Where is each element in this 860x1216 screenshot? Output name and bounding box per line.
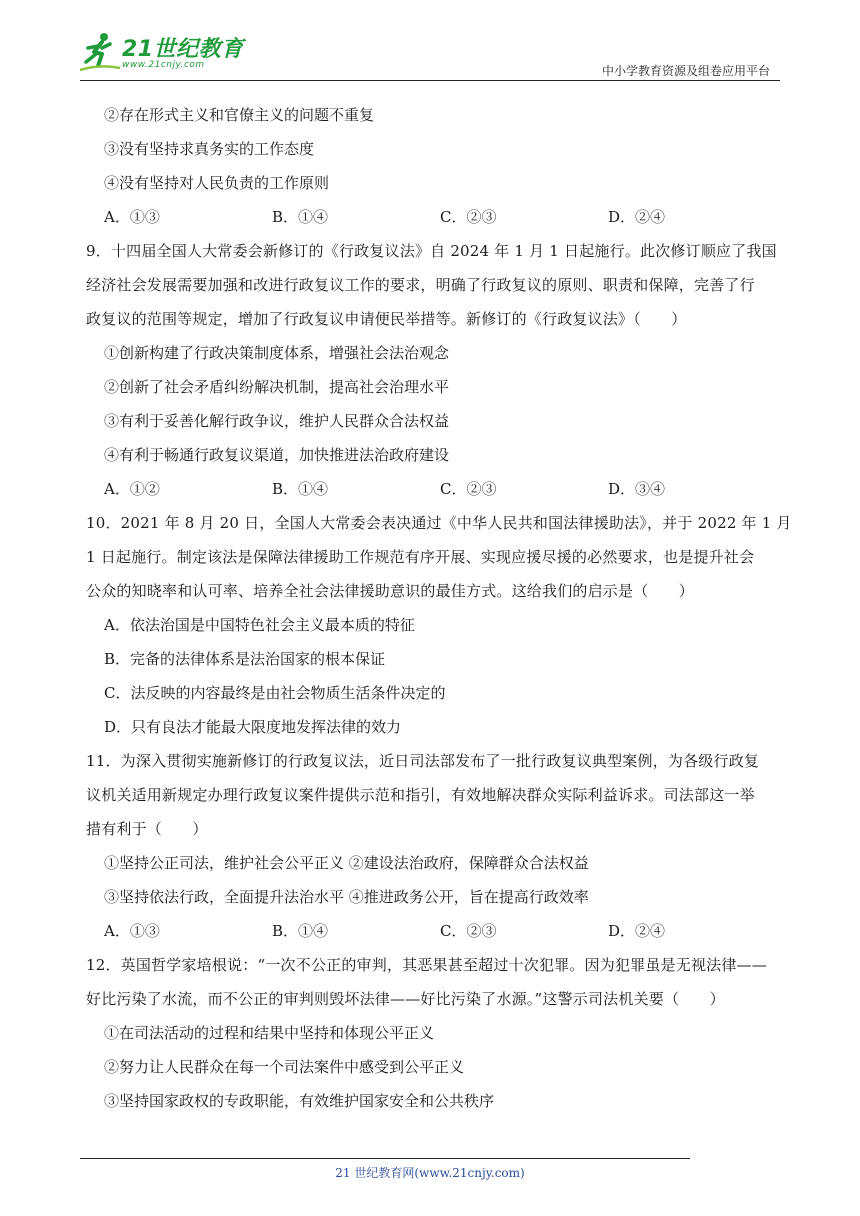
platform-title: 中小学教育资源及组卷应用平台 xyxy=(601,64,770,78)
question-text: 12．英国哲学家培根说：“一次不公正的审判，其恶果甚至超过十次犯罪。因为犯罪虽是无视法律—— xyxy=(86,956,767,974)
option-line: ④有利于畅通行政复议渠道，加快推进法治政府建设 xyxy=(104,446,450,464)
answer-choice: C．②③ xyxy=(440,208,497,226)
option-line: ③没有坚持求真务实的工作态度 xyxy=(104,140,315,158)
option-line: ④没有坚持对人民负责的工作原则 xyxy=(104,174,330,192)
question-text: 11．为深入贯彻实施新修订的行政复议法，近日司法部发布了一批行政复议典型案例，为各级行政复 xyxy=(86,752,760,770)
answer-choice: D．③④ xyxy=(608,480,666,498)
answer-choice: D．②④ xyxy=(608,922,666,940)
question-content xyxy=(86,98,792,1118)
option-line: ②创新了社会矛盾纠纷解决机制，提高社会治理水平 xyxy=(104,378,450,396)
option-line: D．只有良法才能最大限度地发挥法律的效力 xyxy=(104,718,402,736)
option-line: ①坚持公正司法，维护社会公平正义 ②建设法治政府，保障群众合法权益 xyxy=(104,854,589,872)
option-line: ③坚持国家政权的专政职能，有效维护国家安全和公共秩序 xyxy=(104,1092,495,1110)
question-text: 好比污染了水流，而不公正的审判则毁坏法律——好比污染了水源。”这警示司法机关要（ ） xyxy=(86,990,725,1008)
answer-choice: B．①④ xyxy=(272,480,329,498)
logo-wordmark: 21世纪教育 xyxy=(122,37,244,62)
question-text: 议机关适用新规定办理行政复议案件提供示范和指引，有效地解决群众实际利益诉求。司法部这一举 xyxy=(86,786,755,804)
logo-url: www.21cnjy.com xyxy=(122,60,205,70)
question-text: 公众的知晓率和认可率、培养全社会法律援助意识的最佳方式。这给我们的启示是（ ） xyxy=(86,582,695,600)
question-text: 9．十四届全国人大常委会新修订的《行政复议法》自 2024 年 1 月 1 日起施行。此次修订顺应了我国 xyxy=(86,242,777,260)
question-text: 措有利于（ ） xyxy=(86,820,208,838)
option-line: A．依法治国是中国特色社会主义最本质的特征 xyxy=(104,616,415,634)
option-line: ③坚持依法行政，全面提升法治水平 ④推进政务公开，旨在提高行政效率 xyxy=(104,888,589,906)
question-text: 10．2021 年 8 月 20 日，全国人大常委会表决通过《中华人民共和国法律援助法》，并于 2022 年 1 月 xyxy=(86,514,792,532)
page-header xyxy=(0,0,860,84)
header-divider xyxy=(80,80,780,81)
question-text: 经济社会发展需要加强和改进行政复议工作的要求，明确了行政复议的原则、职责和保障，完善了行 xyxy=(86,276,755,294)
runner-logo-icon xyxy=(78,30,122,74)
option-line: B．完备的法律体系是法治国家的根本保证 xyxy=(104,650,386,668)
site-logo xyxy=(78,30,248,76)
answer-choice: A．①③ xyxy=(104,208,160,226)
footer-divider xyxy=(80,1158,690,1159)
option-line: ③有利于妥善化解行政争议，维护人民群众合法权益 xyxy=(104,412,450,430)
answer-choice: A．①③ xyxy=(104,922,160,940)
answer-choice: C．②③ xyxy=(440,480,497,498)
question-text: 1 日起施行。制定该法是保障法律援助工作规范有序开展、实现应援尽援的必然要求，也是提升社会 xyxy=(86,548,755,566)
option-line: ①创新构建了行政决策制度体系，增强社会法治观念 xyxy=(104,344,450,362)
footer-source: 21 世纪教育网(www.21cnjy.com) xyxy=(335,1166,525,1180)
answer-choice: C．②③ xyxy=(440,922,497,940)
answer-choices xyxy=(86,914,782,948)
answer-choices xyxy=(86,200,782,234)
question-text: 政复议的范围等规定，增加了行政复议申请便民举措等。新修订的《行政复议法》（ ） xyxy=(86,310,687,328)
answer-choices xyxy=(86,472,782,506)
answer-choice: D．②④ xyxy=(608,208,666,226)
option-line: ②努力让人民群众在每一个司法案件中感受到公平正义 xyxy=(104,1058,465,1076)
answer-choice: A．①② xyxy=(104,480,160,498)
answer-choice: B．①④ xyxy=(272,208,329,226)
answer-choice: B．①④ xyxy=(272,922,329,940)
option-line: ②存在形式主义和官僚主义的问题不重复 xyxy=(104,106,375,124)
option-line: ①在司法活动的过程和结果中坚持和体现公平正义 xyxy=(104,1024,435,1042)
option-line: C．法反映的内容最终是由社会物质生活条件决定的 xyxy=(104,684,446,702)
